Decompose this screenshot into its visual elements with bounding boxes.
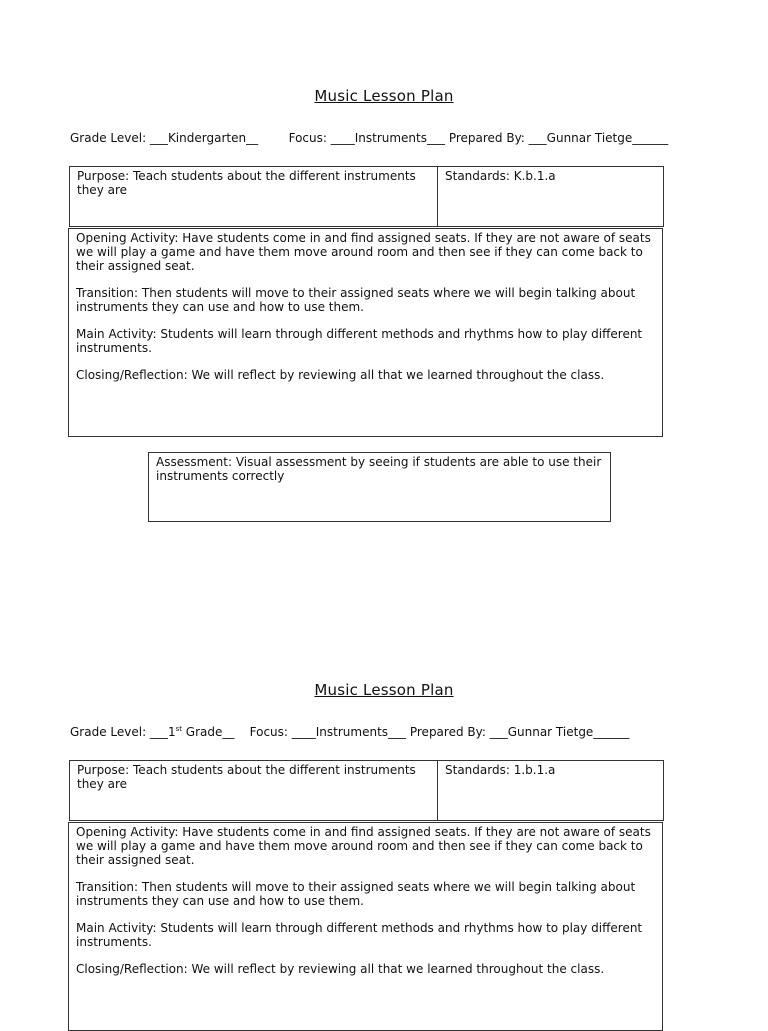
opening-activity-text: Opening Activity: Have students come in and find assigned seats. If they are not aware of seats we will play a game and have them move around room and then see if they can come back to their assigned seat. [76, 231, 651, 273]
activities-box [68, 228, 663, 437]
main-activity-text: Main Activity: Students will learn through different methods and rhythms how to play different instruments. [76, 327, 643, 355]
standards-cell [438, 167, 663, 226]
grade-level-value: 1 [167, 725, 176, 739]
purpose-standards-table [69, 760, 664, 821]
grade-level-prefix: Grade Level: ___ [70, 725, 168, 739]
closing-reflection-text: Closing/Reflection: We will reflect by reviewing all that we learned throughout the class. [76, 962, 605, 976]
transition-text: Transition: Then students will move to their assigned seats where we will begin talking about instruments they can use and how to use them. [76, 880, 636, 908]
activities-box [68, 822, 663, 1031]
focus-and-prepared-by: __ Focus: ____Instruments___ Prepared By: ___Gunnar Tietge______ [246, 131, 669, 145]
standards-text: Standards: K.b.1.a [445, 169, 556, 183]
standards-cell [438, 761, 663, 820]
grade-level-superscript: st [175, 725, 182, 733]
header-info-line [70, 725, 629, 739]
purpose-cell [70, 167, 438, 226]
assessment-text: Assessment: Visual assessment by seeing if students are able to use their instruments correctly [156, 455, 602, 483]
grade-level-value: Kindergarten [167, 131, 247, 145]
purpose-text: Purpose: Teach students about the different instruments they are [77, 763, 416, 791]
closing-reflection-text: Closing/Reflection: We will reflect by reviewing all that we learned throughout the class. [76, 368, 605, 382]
standards-text: Standards: 1.b.1.a [445, 763, 556, 777]
grade-level-prefix: Grade Level: ___ [70, 131, 168, 145]
header-info-line [70, 131, 668, 145]
focus-and-prepared-by: Grade__ Focus: ____Instruments___ Prepared By: ___Gunnar Tietge______ [181, 725, 630, 739]
transition-text: Transition: Then students will move to their assigned seats where we will begin talking about instruments they can use and how to use them. [76, 286, 636, 314]
purpose-cell [70, 761, 438, 820]
purpose-standards-table [69, 166, 664, 227]
page-title: Music Lesson Plan [314, 87, 454, 105]
main-activity-text: Main Activity: Students will learn through different methods and rhythms how to play different instruments. [76, 921, 643, 949]
purpose-text: Purpose: Teach students about the different instruments they are [77, 169, 416, 197]
page-title: Music Lesson Plan [314, 681, 454, 699]
opening-activity-text: Opening Activity: Have students come in and find assigned seats. If they are not aware of seats we will play a game and have them move around room and then see if they can come back to their assigned seat. [76, 825, 651, 867]
assessment-box [148, 452, 611, 522]
